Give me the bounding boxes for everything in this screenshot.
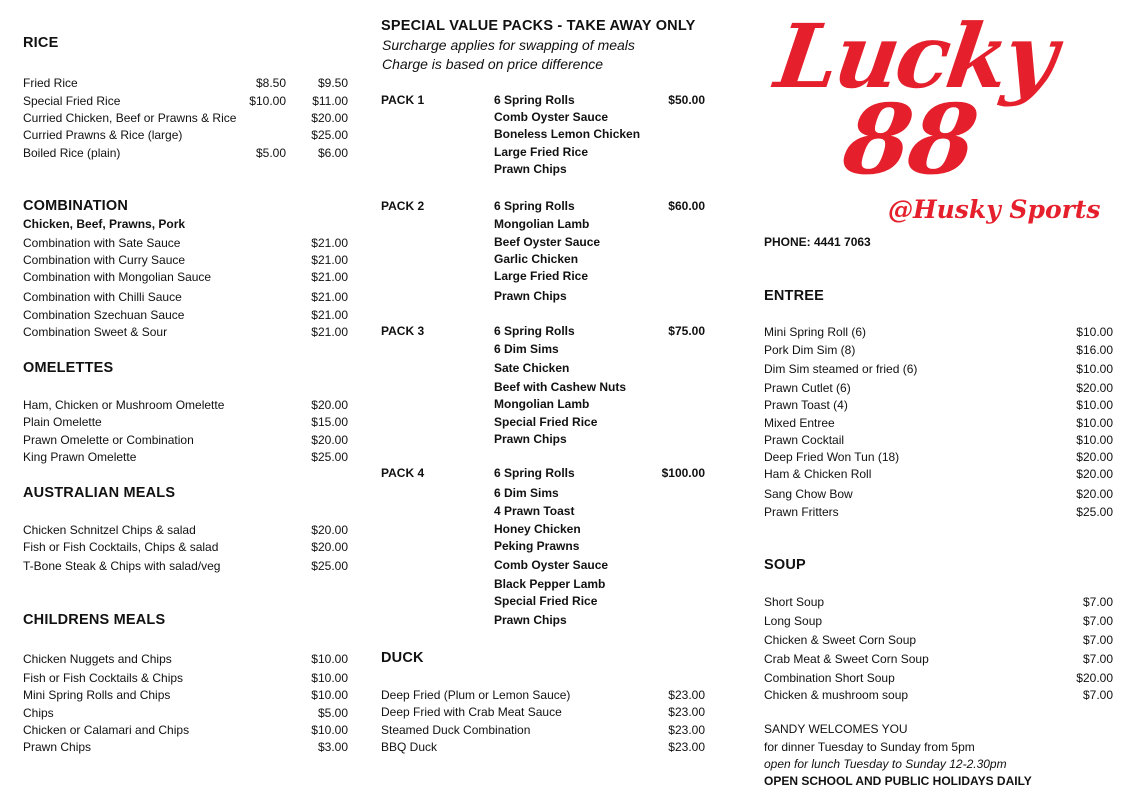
pack-item: 6 Spring Rolls: [494, 466, 575, 480]
menu-item-row: [764, 380, 1113, 396]
menu-item-name: Fried Rice: [23, 76, 78, 90]
menu-item-name: Plain Omelette: [23, 415, 102, 429]
dinner-hours: for dinner Tuesday to Sunday from 5pm: [764, 740, 975, 754]
pack-item: 6 Dim Sims: [494, 342, 559, 356]
pack-label: PACK 4: [381, 466, 425, 480]
menu-item-name: Prawn Cocktail: [764, 433, 845, 447]
menu-item-row: [764, 415, 1113, 431]
menu-item-row: [764, 632, 1113, 648]
pack-item: Mongolian Lamb: [494, 397, 590, 411]
pack-label: PACK 1: [381, 93, 425, 107]
menu-item-price: $20.00: [311, 523, 348, 537]
menu-item-name: Special Fried Rice: [23, 94, 121, 108]
menu-item-row: [23, 705, 348, 721]
menu-item-price: $23.00: [668, 740, 705, 754]
menu-item-price: $10.00: [1076, 416, 1113, 430]
menu-item-price: $21.00: [311, 290, 348, 304]
menu-item-row: [764, 324, 1113, 340]
menu-item-name: Mixed Entree: [764, 416, 835, 430]
pack-item: Beef Oyster Sauce: [494, 235, 601, 249]
menu-item-name: Deep Fried Won Tun (18): [764, 450, 900, 464]
menu-item-name: Fish or Fish Cocktails, Chips & salad: [23, 540, 219, 554]
menu-item-row: [764, 449, 1113, 465]
menu-item-row: [23, 307, 348, 323]
pack-item: Mongolian Lamb: [494, 217, 590, 231]
menu-item-price: $21.00: [311, 253, 348, 267]
packs-note-charge: Charge is based on price difference: [382, 56, 604, 72]
pack-item: Large Fried Rice: [494, 145, 589, 159]
omelettes-heading: OMELETTES: [23, 360, 114, 376]
menu-item-name: Chicken & mushroom soup: [764, 688, 909, 702]
menu-item-name: King Prawn Omelette: [23, 450, 137, 464]
menu-item-price: $10.00: [311, 723, 348, 737]
phone-number: PHONE: 4441 7063: [764, 235, 871, 249]
logo-88: 88: [837, 83, 983, 196]
menu-item-name: Prawn Cutlet (6): [764, 381, 851, 395]
duck-heading: DUCK: [381, 650, 424, 666]
menu-item-row: [381, 722, 705, 738]
menu-item-name: Steamed Duck Combination: [381, 723, 531, 737]
menu-item-name: Chicken or Calamari and Chips: [23, 723, 190, 737]
menu-item-row: [23, 558, 348, 574]
menu-item-price: $10.00: [311, 688, 348, 702]
menu-item-row: [764, 342, 1113, 358]
pack-item: Prawn Chips: [494, 162, 567, 176]
menu-item-name: Mini Spring Roll (6): [764, 325, 867, 339]
menu-item-name: Combination Szechuan Sauce: [23, 308, 185, 322]
menu-item-price: $6.00: [317, 146, 348, 160]
menu-item-name: Chicken Schnitzel Chips & salad: [23, 523, 196, 537]
menu-item-price-small: $10.00: [249, 94, 286, 108]
pack-price: $100.00: [661, 466, 705, 480]
menu-item-row: [23, 539, 348, 555]
menu-item-price: $10.00: [1076, 362, 1113, 376]
menu-item-name: Curried Prawns & Rice (large): [23, 128, 183, 142]
menu-item-price: $15.00: [311, 415, 348, 429]
menu-item-name: Prawn Toast (4): [764, 398, 848, 412]
menu-item-price: $20.00: [311, 398, 348, 412]
menu-item-row: [764, 504, 1113, 520]
australian-heading: AUSTRALIAN MEALS: [23, 485, 176, 501]
pack-item: Large Fried Rice: [494, 269, 589, 283]
menu-item-price: $21.00: [311, 325, 348, 339]
pack-item: Beef with Cashew Nuts: [494, 380, 627, 394]
menu-item-price: $10.00: [311, 671, 348, 685]
menu-item-price: $21.00: [311, 236, 348, 250]
menu-item-row: [23, 449, 348, 465]
packs-note-surcharge: Surcharge applies for swapping of meals: [382, 37, 635, 53]
menu-item-price: $23.00: [668, 705, 705, 719]
menu-item-row: [764, 486, 1113, 502]
menu-item-name: Pork Dim Sim (8): [764, 343, 856, 357]
menu-item-row: [764, 397, 1113, 413]
menu-item-price: $16.00: [1076, 343, 1113, 357]
menu-item-name: Long Soup: [764, 614, 823, 628]
menu-item-name: Prawn Chips: [23, 740, 92, 754]
pack-price: $60.00: [668, 199, 705, 213]
soup-heading: SOUP: [764, 557, 806, 573]
menu-item-row: [23, 432, 348, 448]
logo-husky-sports: @Husky Sports: [888, 195, 1101, 224]
menu-item-price-small: $8.50: [255, 76, 286, 90]
menu-item-name: Short Soup: [764, 595, 825, 609]
pack-item: Black Pepper Lamb: [494, 577, 606, 591]
menu-item-row: [381, 687, 705, 703]
menu-item-name: Mini Spring Rolls and Chips: [23, 688, 171, 702]
menu-item-price: $10.00: [1076, 325, 1113, 339]
menu-item-name: Boiled Rice (plain): [23, 146, 121, 160]
menu-item-price: $20.00: [1076, 450, 1113, 464]
menu-item-price: $5.00: [317, 706, 348, 720]
menu-item-row: [23, 670, 348, 686]
pack-item: 6 Spring Rolls: [494, 93, 575, 107]
menu-item-name: Chicken & Sweet Corn Soup: [764, 633, 917, 647]
childrens-heading: CHILDRENS MEALS: [23, 612, 166, 628]
menu-item-price: $7.00: [1082, 614, 1113, 628]
menu-item-row: [23, 145, 348, 161]
packs-heading: SPECIAL VALUE PACKS - TAKE AWAY ONLY: [381, 18, 696, 34]
menu-item-name: Curried Chicken, Beef or Prawns & Rice: [23, 111, 237, 125]
menu-item-price: $20.00: [1076, 467, 1113, 481]
pack-item: Special Fried Rice: [494, 594, 598, 608]
menu-item-price: $10.00: [1076, 398, 1113, 412]
menu-item-row: [381, 704, 705, 720]
menu-item-price: $11.00: [312, 94, 348, 108]
menu-item-price: $20.00: [311, 433, 348, 447]
logo-lucky: Lucky: [769, 4, 1061, 108]
pack-item: 6 Dim Sims: [494, 486, 559, 500]
pack-item: 6 Spring Rolls: [494, 324, 575, 338]
menu-item-price: $20.00: [311, 540, 348, 554]
menu-item-row: [23, 397, 348, 413]
holidays-note: OPEN SCHOOL AND PUBLIC HOLIDAYS DAILY: [764, 774, 1032, 788]
menu-item-price: $21.00: [311, 270, 348, 284]
menu-item-price: $23.00: [668, 688, 705, 702]
menu-item-row: [23, 651, 348, 667]
menu-item-name: Chicken Nuggets and Chips: [23, 652, 172, 666]
menu-item-price: $20.00: [311, 111, 348, 125]
menu-item-price: $10.00: [1076, 433, 1113, 447]
menu-item-name: Ham, Chicken or Mushroom Omelette: [23, 398, 225, 412]
menu-item-price: $7.00: [1082, 633, 1113, 647]
menu-item-price: $3.00: [317, 740, 348, 754]
menu-item-name: Combination with Chilli Sauce: [23, 290, 182, 304]
menu-item-name: Prawn Fritters: [764, 505, 839, 519]
menu-item-name: Dim Sim steamed or fried (6): [764, 362, 918, 376]
menu-item-row: [23, 289, 348, 305]
pack-item: Honey Chicken: [494, 522, 581, 536]
menu-item-price: $7.00: [1082, 595, 1113, 609]
menu-item-name: Combination with Sate Sauce: [23, 236, 181, 250]
menu-item-row: [23, 269, 348, 285]
pack-label: PACK 2: [381, 199, 425, 213]
menu-item-row: [764, 613, 1113, 629]
combination-heading: COMBINATION: [23, 198, 129, 214]
menu-item-row: [764, 594, 1113, 610]
menu-item-row: [23, 235, 348, 251]
menu-item-name: Crab Meat & Sweet Corn Soup: [764, 652, 929, 666]
menu-item-row: [23, 110, 348, 126]
pack-price: $75.00: [668, 324, 705, 338]
menu-item-price: $25.00: [311, 128, 348, 142]
menu-item-row: [23, 722, 348, 738]
menu-item-row: [764, 432, 1113, 448]
menu-item-name: Chips: [23, 706, 54, 720]
pack-item: Peking Prawns: [494, 539, 580, 553]
menu-item-price: $7.00: [1082, 688, 1113, 702]
menu-item-price: $7.00: [1082, 652, 1113, 666]
menu-item-row: [381, 739, 705, 755]
menu-item-row: [764, 670, 1113, 686]
menu-item-price: $21.00: [311, 308, 348, 322]
entree-heading: ENTREE: [764, 288, 825, 304]
pack-item: Prawn Chips: [494, 613, 567, 627]
menu-item-name: Ham & Chicken Roll: [764, 467, 872, 481]
menu-item-name: Combination Sweet & Sour: [23, 325, 168, 339]
pack-item: Boneless Lemon Chicken: [494, 127, 641, 141]
menu-item-name: Deep Fried with Crab Meat Sauce: [381, 705, 562, 719]
pack-item: Prawn Chips: [494, 432, 567, 446]
menu-item-name: BBQ Duck: [381, 740, 438, 754]
menu-item-row: [23, 414, 348, 430]
rice-heading: RICE: [23, 35, 59, 51]
menu-item-price: $25.00: [311, 450, 348, 464]
menu-item-name: Combination with Curry Sauce: [23, 253, 186, 267]
menu-item-row: [23, 739, 348, 755]
menu-item-price: $9.50: [317, 76, 348, 90]
menu-item-row: [764, 651, 1113, 667]
menu-item-name: Deep Fried (Plum or Lemon Sauce): [381, 688, 571, 702]
lunch-hours: open for lunch Tuesday to Sunday 12-2.30pm: [764, 757, 1007, 771]
menu-item-price: $10.00: [311, 652, 348, 666]
menu-item-name: Sang Chow Bow: [764, 487, 853, 501]
menu-item-row: [23, 687, 348, 703]
menu-item-row: [23, 252, 348, 268]
menu-item-name: Combination Short Soup: [764, 671, 895, 685]
combination-subtitle: Chicken, Beef, Prawns, Pork: [23, 217, 186, 231]
menu-item-price: $25.00: [311, 559, 348, 573]
pack-item: 4 Prawn Toast: [494, 504, 575, 518]
menu-item-price: $20.00: [1076, 487, 1113, 501]
menu-item-price: $25.00: [1076, 505, 1113, 519]
menu-item-row: [764, 466, 1113, 482]
menu-item-price-small: $5.00: [255, 146, 286, 160]
menu-item-price: $20.00: [1076, 381, 1113, 395]
menu-item-price: $23.00: [668, 723, 705, 737]
pack-item: Comb Oyster Sauce: [494, 110, 609, 124]
menu-item-name: T-Bone Steak & Chips with salad/veg: [23, 559, 221, 573]
menu-item-row: [23, 324, 348, 340]
pack-item: Comb Oyster Sauce: [494, 558, 609, 572]
pack-item: 6 Spring Rolls: [494, 199, 575, 213]
pack-price: $50.00: [668, 93, 705, 107]
menu-item-row: [764, 687, 1113, 703]
menu-item-name: Prawn Omelette or Combination: [23, 433, 194, 447]
menu-item-name: Combination with Mongolian Sauce: [23, 270, 212, 284]
pack-item: Special Fried Rice: [494, 415, 598, 429]
pack-item: Garlic Chicken: [494, 252, 579, 266]
menu-item-price: $20.00: [1076, 671, 1113, 685]
menu-item-row: [23, 127, 348, 143]
menu-item-name: Fish or Fish Cocktails & Chips: [23, 671, 184, 685]
pack-item: Sate Chicken: [494, 361, 570, 375]
pack-label: PACK 3: [381, 324, 425, 338]
pack-item: Prawn Chips: [494, 289, 567, 303]
menu-item-row: [23, 522, 348, 538]
menu-item-row: [764, 361, 1113, 377]
menu-item-row: [23, 75, 348, 91]
menu-item-row: [23, 93, 348, 109]
welcome-text: SANDY WELCOMES YOU: [764, 722, 908, 736]
